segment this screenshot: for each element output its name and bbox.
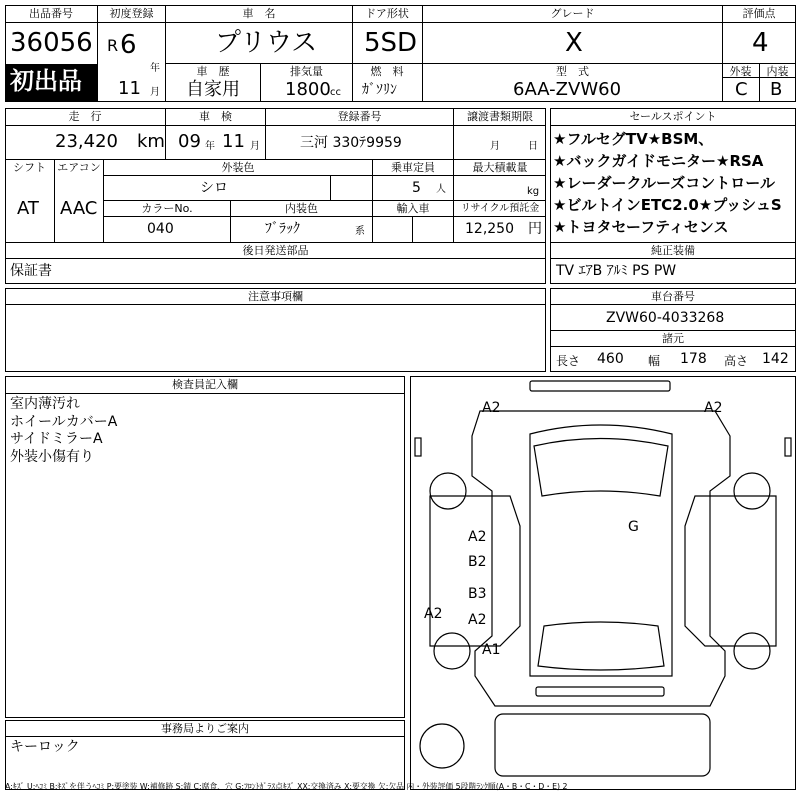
interior-color-label: 内装色	[285, 202, 318, 215]
exterior-grade: C	[735, 79, 748, 100]
inspection-year: 09	[178, 131, 201, 152]
interior-grade-label: 内装	[766, 65, 789, 78]
mark-front-right: A2	[704, 400, 723, 416]
interior-grade: B	[770, 79, 783, 100]
fuel-label: 燃 料	[370, 65, 404, 78]
wheel-rear-left	[434, 633, 470, 669]
registration-month: 11	[118, 78, 141, 99]
width: 178	[680, 351, 707, 367]
equipment-list: TV ｴｱB ｱﾙﾐ PS PW	[556, 263, 677, 279]
mark-rear-left: A1	[482, 642, 501, 658]
inspection-label: 車 検	[199, 110, 232, 123]
right-mirror-shape	[785, 438, 791, 456]
transfer-month-unit: 月	[490, 141, 500, 152]
plate-number: 三河 330ﾃ9959	[300, 135, 402, 151]
equipment-label: 純正装備	[651, 244, 695, 257]
exterior-color: シロ	[200, 180, 228, 196]
width-label: 幅	[648, 354, 661, 368]
sales-point: ★レーダークルーズコントロール	[553, 174, 775, 192]
fuel: ｶﾞｿﾘﾝ	[362, 82, 397, 98]
chassis-number: ZVW60-4033268	[606, 310, 725, 326]
plate-label: 登録番号	[337, 110, 382, 123]
max-load-label: 最大積載量	[472, 161, 528, 174]
ac: AAC	[60, 198, 98, 219]
roof-shape	[530, 425, 672, 676]
capacity-unit: 人	[436, 184, 446, 195]
later-parts-label: 後日発送部品	[242, 244, 309, 257]
office-message: キーロック	[10, 739, 80, 755]
score: 4	[752, 28, 769, 58]
mark-door-fl2: B2	[468, 554, 487, 570]
windshield-shape	[534, 439, 668, 497]
inspector-note: ホイールカバーA	[10, 413, 118, 430]
year-unit: 年	[150, 63, 160, 74]
mark-glass: G	[628, 519, 639, 535]
month-unit: 月	[150, 87, 160, 98]
sales-point: ★バックガイドモニター★RSA	[553, 152, 764, 170]
sales-point: ★トヨタセーフティセンス	[553, 218, 729, 236]
mark-door-rl2: A2	[468, 612, 487, 628]
car-diagram	[410, 376, 796, 790]
wheel-front-left	[430, 473, 466, 509]
grade: X	[565, 28, 583, 58]
model-label: 型 式	[556, 65, 589, 78]
later-parts-value: 保証書	[10, 263, 52, 279]
exterior-grade-label: 外装	[729, 65, 752, 78]
lot-number-label: 出品番号	[29, 7, 73, 20]
wheel-front-right	[734, 473, 770, 509]
inspection-month: 11	[222, 131, 245, 152]
rear-window-shape	[538, 622, 664, 670]
registration-year: 6	[120, 30, 137, 60]
recycle-unit: 円	[528, 221, 542, 237]
history: 自家用	[186, 79, 240, 100]
displacement: 1800	[285, 79, 331, 100]
mileage: 23,420	[55, 131, 118, 152]
era: R	[107, 36, 119, 55]
score-label: 評価点	[742, 7, 776, 20]
exterior-color-label: 外装色	[221, 161, 255, 174]
shift-label: シフト	[13, 161, 46, 174]
body-outline	[472, 411, 730, 706]
displacement-label: 排気量	[290, 65, 323, 78]
sales-points-label: セールスポイント	[629, 110, 717, 123]
spare-wheel	[420, 724, 464, 768]
history-label: 車 歴	[196, 65, 230, 78]
color-number-label: カラーNo.	[141, 202, 193, 215]
inspector-label: 検査員記入欄	[172, 378, 238, 391]
mileage-unit: km	[137, 131, 165, 152]
ac-label: エアコン	[57, 161, 101, 174]
sales-points-list	[553, 128, 782, 238]
right-side-shape	[685, 496, 776, 646]
grade-label: グレード	[550, 7, 595, 20]
left-mirror-shape	[415, 438, 421, 456]
interior-color: ﾌﾞﾗｯｸ	[265, 221, 300, 237]
import-label: 輸入車	[396, 202, 430, 215]
inspection-month-unit: 月	[250, 141, 260, 152]
color-number: 040	[147, 221, 174, 237]
front-bumper-shape	[530, 381, 670, 391]
recycle-label: リサイクル預託金	[460, 203, 540, 214]
car-name: プリウス	[215, 28, 318, 58]
recycle-deposit: 12,250	[465, 221, 514, 237]
max-load-unit: kg	[527, 186, 540, 197]
door-type: 5SD	[364, 28, 418, 58]
height-label: 高さ	[724, 354, 749, 368]
first-registration-label: 初度登録	[109, 7, 154, 20]
office-label: 事務局よりご案内	[161, 722, 249, 735]
first-listing-label: 初出品	[10, 67, 82, 95]
mark-door-fl: A2	[468, 529, 487, 545]
legend: A:ｷｽﾞ U:ﾍｺﾐ B:ｷｽﾞを伴うﾍｺﾐ P:要塗装 W:補修跡 S:錆 C:腐食、穴 G:ﾌﾛﾝﾄｶﾞﾗｽ点ｷｽﾞ XX:交換済み X:要交換 欠:欠品 内・外装評価 5段階ﾗﾝｸ順(A・B・C・D・E) 2	[5, 782, 568, 791]
wheel-rear-right	[734, 633, 770, 669]
mark-front-left: A2	[482, 400, 501, 416]
door-type-label: ドア形状	[365, 7, 409, 20]
mark-door-rl: B3	[468, 586, 487, 602]
interior-color-unit: 系	[355, 226, 365, 237]
mileage-label: 走 行	[68, 110, 102, 123]
displacement-unit: cc	[330, 87, 341, 98]
mark-fender-left: A2	[424, 606, 443, 622]
inspector-note: 外装小傷有り	[10, 448, 94, 465]
capacity-label: 乗車定員	[391, 161, 435, 174]
rear-bumper-shape	[536, 687, 664, 696]
notes-label: 注意事項欄	[248, 290, 303, 303]
model-code: 6AA-ZVW60	[513, 79, 622, 100]
length: 460	[597, 351, 624, 367]
transfer-label: 譲渡書類期限	[467, 110, 533, 123]
inspection-year-unit: 年	[205, 141, 215, 152]
cargo-area-shape	[495, 714, 710, 776]
transfer-day-unit: 日	[528, 141, 538, 152]
capacity: 5	[412, 180, 421, 196]
inspector-note: 室内薄汚れ	[10, 396, 80, 412]
shift: AT	[17, 198, 39, 219]
sales-point: ★フルセグTV★BSM、	[553, 130, 714, 148]
car-name-label: 車 名	[242, 7, 276, 20]
chassis-label: 車台番号	[651, 290, 695, 303]
sales-point: ★ビルトインETC2.0★プッシュS	[553, 196, 782, 214]
lot-number: 36056	[10, 28, 93, 58]
inspector-note: サイドミラーA	[10, 431, 103, 447]
inspector-notes	[10, 396, 117, 466]
height: 142	[762, 351, 789, 367]
dimensions-label: 諸元	[662, 332, 684, 345]
length-label: 長さ	[556, 354, 581, 368]
